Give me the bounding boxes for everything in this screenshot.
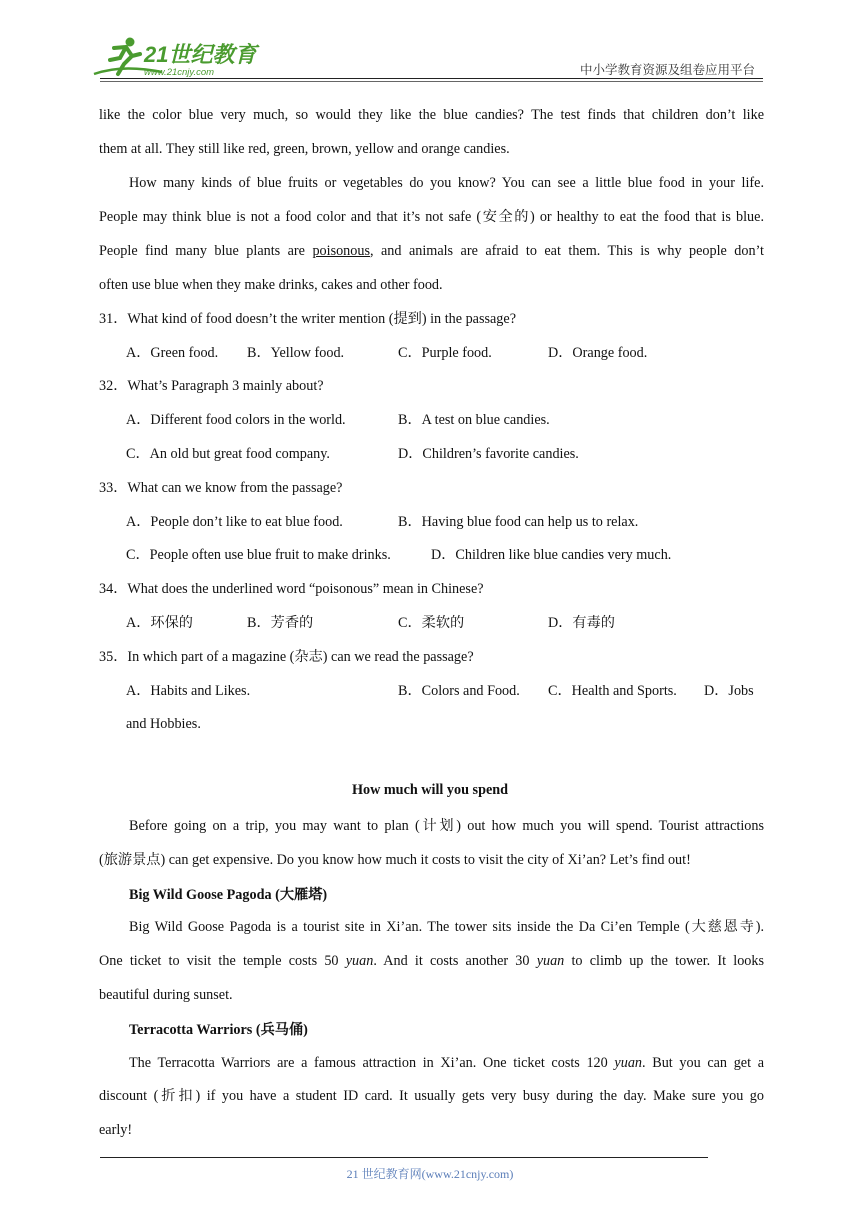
passage1-line-3: How many kinds of blue fruits or vegetables do you know? You can see a little blue food in your life. — [129, 175, 764, 191]
warriors-text: The Terracotta Warriors are a famous attraction in Xi’an. One ticket costs 120 — [129, 1055, 615, 1071]
passage1-line-5 — [99, 241, 764, 261]
q32-option-c: C．An old but great food company. — [126, 446, 330, 462]
q32-option-b: B．A test on blue candies. — [398, 412, 550, 428]
q35-option-a: A．Habits and Likes. — [126, 683, 251, 699]
q34-option-d: D．有毒的 — [548, 615, 615, 631]
warriors-line-1 — [129, 1053, 764, 1073]
warriors-line-2: discount (折扣) if you have a student ID card. It usually gets very busy during the day. Make sure you go — [99, 1088, 764, 1104]
pagoda-text: yuan — [536, 953, 565, 969]
header-rule — [100, 78, 763, 79]
q35-option-d-cont: and Hobbies. — [126, 716, 201, 732]
q31-option-a: A．Green food. — [126, 345, 219, 361]
warriors-text: yuan — [614, 1055, 643, 1071]
logo-text: 21世纪教育 — [144, 42, 257, 67]
q34-option-b: B．芳香的 — [247, 615, 314, 631]
q31-option-b: B．Yellow food. — [247, 345, 345, 361]
footer-rule — [100, 1157, 708, 1158]
section-title-warriors: Terracotta Warriors (兵马俑) — [129, 1022, 308, 1038]
q34-option-a: A．环保的 — [126, 615, 193, 631]
header-platform-text: 中小学教育资源及组卷应用平台 — [579, 63, 755, 77]
q31-option-c: C．Purple food. — [398, 345, 492, 361]
section-title-pagoda: Big Wild Goose Pagoda (大雁塔) — [129, 887, 328, 903]
q31-option-d: D．Orange food. — [548, 345, 648, 361]
passage2-intro-2: (旅游景点) can get expensive. Do you know how much it costs to visit the city of Xi’an? Let’s find out! — [99, 852, 691, 868]
passage1-line-4: People may think blue is not a food color and that it’s not safe (安全的) or healthy to eat the food that is blue. — [99, 209, 764, 225]
passage1-line-6: often use blue when they make drinks, cakes and other food. — [99, 277, 443, 293]
warriors-text: . But you can get a — [642, 1055, 764, 1071]
site-logo — [92, 34, 262, 80]
passage1-text: People find many blue plants are — [99, 243, 313, 259]
pagoda-line-1: Big Wild Goose Pagoda is a tourist site in Xi’an. The tower sits inside the Da Ci’en Temple (大慈恩寺). — [129, 919, 764, 935]
passage2-intro-1: Before going on a trip, you may want to plan (计划) out how much you will spend. Tourist attractions — [129, 818, 764, 834]
q34-option-c: C．柔软的 — [398, 615, 465, 631]
pagoda-line-2 — [99, 951, 764, 971]
question-31-stem: 31．What kind of food doesn’t the writer mention (提到) in the passage? — [99, 311, 516, 327]
q33-option-a: A．People don’t like to eat blue food. — [126, 514, 343, 530]
footer-text: 21 世纪教育网(www.21cnjy.com) — [346, 1167, 514, 1181]
q35-option-c: C．Health and Sports. — [548, 683, 677, 699]
passage1-line-1: like the color blue very much, so would they like the blue candies? The test finds that children don’t like — [99, 107, 764, 123]
pagoda-line-3: beautiful during sunset. — [99, 987, 233, 1003]
passage2-title: How much will you spend — [351, 782, 509, 798]
q33-option-d: D．Children like blue candies very much. — [431, 547, 672, 563]
warriors-line-3: early! — [99, 1122, 133, 1138]
pagoda-text: . And it costs another 30 — [373, 953, 537, 969]
passage1-line-2: them at all. They still like red, green, brown, yellow and orange candies. — [99, 141, 510, 157]
q32-option-d: D．Children’s favorite candies. — [398, 446, 579, 462]
passage1-text: , and animals are afraid to eat them. This is why people don’t — [369, 243, 765, 259]
pagoda-text: to climb up the tower. It looks — [564, 953, 765, 969]
q35-option-b: B．Colors and Food. — [398, 683, 520, 699]
q33-option-c: C．People often use blue fruit to make drinks. — [126, 547, 391, 563]
question-32-stem: 32．What’s Paragraph 3 mainly about? — [99, 378, 324, 394]
question-34-stem: 34．What does the underlined word “poisonous” mean in Chinese? — [99, 581, 484, 597]
underlined-word: poisonous — [312, 243, 370, 259]
q35-option-d: D．Jobs — [704, 683, 754, 699]
q32-option-a: A．Different food colors in the world. — [126, 412, 346, 428]
logo-url: www.21cnjy.com — [144, 67, 215, 78]
pagoda-text: yuan — [345, 953, 374, 969]
pagoda-text: One ticket to visit the temple costs 50 — [99, 953, 346, 969]
q33-option-b: B．Having blue food can help us to relax. — [398, 514, 639, 530]
question-35-stem: 35．In which part of a magazine (杂志) can we read the passage? — [99, 649, 474, 665]
header-rule-thin — [100, 81, 763, 82]
question-33-stem: 33．What can we know from the passage? — [99, 480, 343, 496]
